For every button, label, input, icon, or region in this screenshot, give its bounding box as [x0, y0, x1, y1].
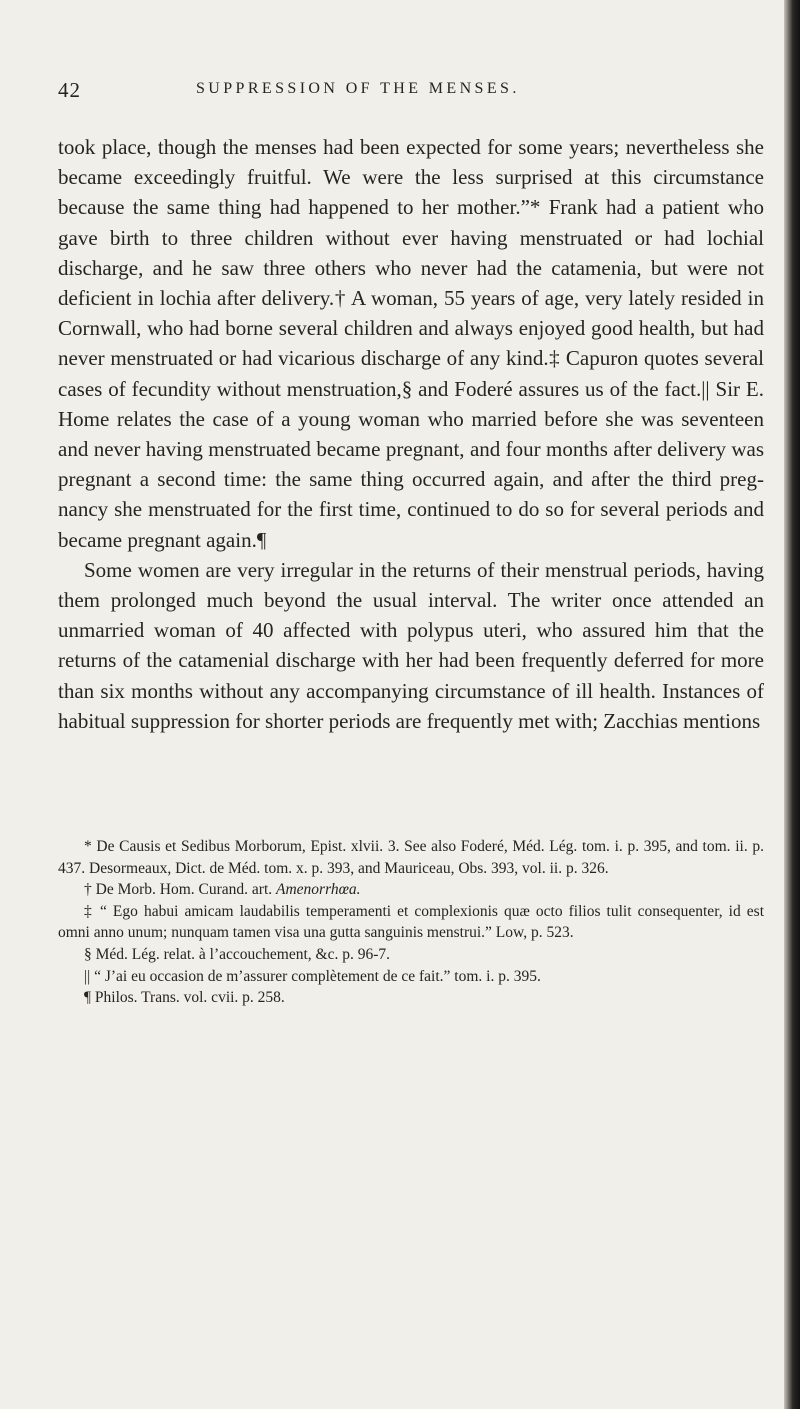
footnote-italic-title: Amenorrhœa. [276, 881, 361, 899]
footnote: * De Causis et Sedibus Morborum, Epist. xlvii. 3. See also Foderé, Méd. Lég. tom. i. p. 395, and tom. ii. p. 437. Desormeaux, Dict. de Méd. tom. x. p. 393, and Mauriceau, Obs. 393, vol. ii. p. 326. [58, 838, 764, 877]
footnote: ¶ Philos. Trans. vol. cvii. p. 258. [84, 989, 285, 1007]
page-number: 42 [58, 78, 81, 102]
footnotes [58, 836, 764, 1009]
footnote: § Méd. Lég. relat. à l’accouchement, &c. p. 96-7. [84, 945, 391, 963]
footnote: ‡ “ Ego habui amicam laudabilis temperamenti et complexionis quæ octo filios tulit consequenter, id est omni anno unum; nunquam tamen visa una gutta sanguinis menstrui.” Low, p. 523. [58, 902, 764, 942]
footnote [58, 879, 764, 901]
page-header [58, 78, 764, 108]
footnote-text: † De Morb. Hom. Curand. art. [84, 881, 276, 899]
paragraph: took place, though the menses had been expected for some years; nevertheless she became exceedingly fruitful. We were the less surprised at this circumstance because the same thing had happened to her mother.”* Frank had a patient who gave birth to three children without ever having menstruated or had lochial discharge, and he saw three others who never had the catamenia, but were not deficient in lochia after delivery.† A woman, 55 years of age, very lately resided in Cornwall, who had borne several children and always enjoyed good health, but had never menstruated or had vicarious discharge of any kind.‡ Capuron quotes several cases of fecundity without menstruation,§ and Foderé assures us of the fact.|| Sir E. Home relates the case of a young woman who married before she was seventeen and never having menstruated became pregnant, and four months after delivery was pregnant a second time: the same thing occurred again, and after the third pregnancy she menstruated for the first time, continued to do so for several periods and became pregnant again.¶ [58, 135, 764, 552]
footnote: || “ J’ai eu occasion de m’assurer complètement de ce fait.” tom. i. p. 395. [84, 967, 541, 985]
page-edge-shadow [784, 0, 800, 1409]
running-title: SUPPRESSION OF THE MENSES. [196, 80, 520, 97]
body-text [58, 132, 764, 736]
paragraph: Some women are very irregular in the returns of their menstrual periods, having them prolonged much beyond the usual interval. The writer once attended an unmarried woman of 40 affected with polypus uteri, who assured him that the returns of the catamenial discharge with her had been frequently deferred for more than six months without any accompanying circumstance of ill health. Instances of habitual suppression for shorter periods are frequently met with; Zacchias mentions [58, 557, 764, 733]
